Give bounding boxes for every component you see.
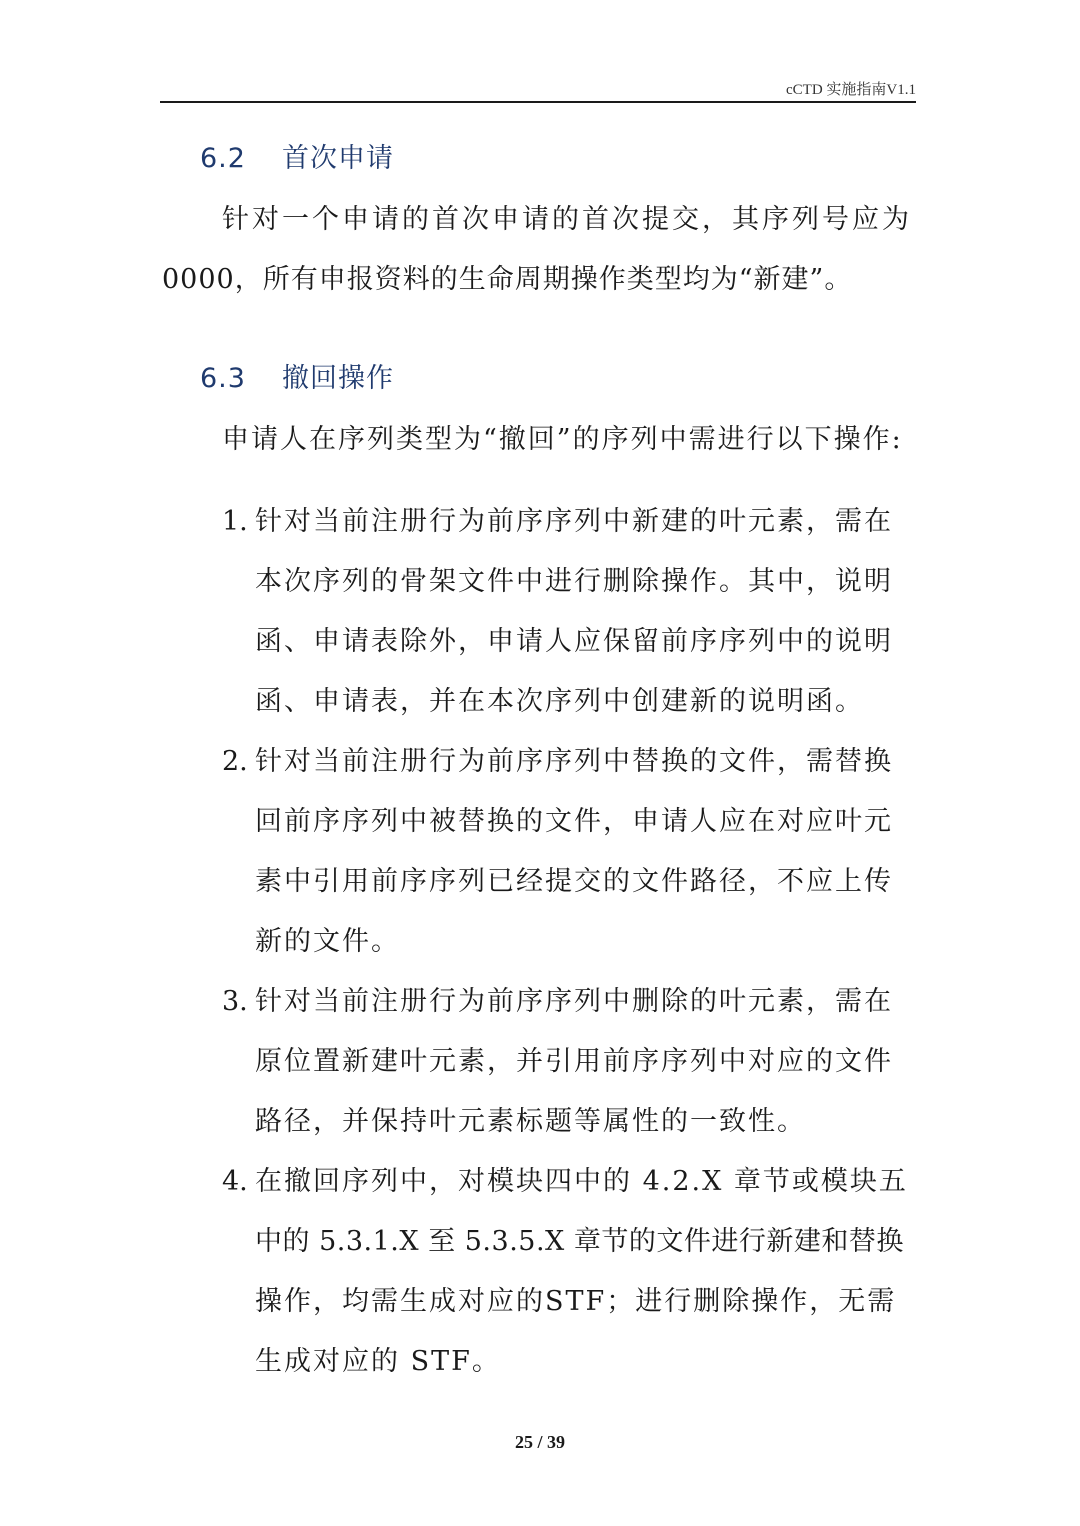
section-title: 撤回操作 bbox=[282, 363, 394, 394]
section-heading-6-2 bbox=[200, 136, 394, 175]
list-item-number: 1. bbox=[222, 506, 248, 537]
list-item-line: 针对当前注册行为前序序列中替换的文件，需替换 bbox=[255, 746, 893, 777]
section-number: 6.2 bbox=[200, 143, 246, 174]
section-heading-6-3 bbox=[200, 356, 394, 395]
paragraph-intro: 申请人在序列类型为“撤回”的序列中需进行以下操作: bbox=[222, 424, 903, 455]
list-item-number: 3. bbox=[222, 986, 248, 1017]
list-item-line: 新的文件。 bbox=[255, 926, 400, 957]
list-item-line: 在撤回序列中，对模块四中的 4.2.X 章节或模块五 bbox=[255, 1166, 908, 1197]
paragraph-line: 0000，所有申报资料的生命周期操作类型均为“新建”。 bbox=[162, 264, 853, 295]
list-item-number: 4. bbox=[222, 1166, 248, 1197]
page-number: 25 / 39 bbox=[514, 1432, 565, 1452]
list-item-line: 操作，均需生成对应的STF；进行删除操作，无需 bbox=[255, 1286, 897, 1317]
list-item-line: 路径，并保持叶元素标题等属性的一致性。 bbox=[255, 1106, 806, 1137]
list-item-line: 函、申请表除外，申请人应保留前序序列中的说明 bbox=[255, 626, 893, 657]
header-rule bbox=[160, 101, 916, 103]
section-title: 首次申请 bbox=[282, 143, 394, 174]
paragraph-line: 针对一个申请的首次申请的首次提交，其序列号应为 bbox=[222, 204, 912, 235]
list-item-line: 函、申请表，并在本次序列中创建新的说明函。 bbox=[255, 686, 864, 717]
running-header: cCTD 实施指南V1.1 bbox=[786, 82, 916, 98]
list-item-number: 2. bbox=[222, 746, 248, 777]
list-item-line: 回前序序列中被替换的文件，申请人应在对应叶元 bbox=[255, 806, 893, 837]
list-item-line: 针对当前注册行为前序序列中新建的叶元素，需在 bbox=[255, 506, 893, 537]
list-item-line: 素中引用前序序列已经提交的文件路径，不应上传 bbox=[255, 866, 893, 897]
list-item-line: 针对当前注册行为前序序列中删除的叶元素，需在 bbox=[255, 986, 893, 1017]
list-item-line: 生成对应的 STF。 bbox=[255, 1346, 501, 1377]
list-item-line: 中的 5.3.1.X 至 5.3.5.X 章节的文件进行新建和替换 bbox=[255, 1226, 904, 1257]
list-item-line: 本次序列的骨架文件中进行删除操作。其中，说明 bbox=[255, 566, 893, 597]
list-item-line: 原位置新建叶元素，并引用前序序列中对应的文件 bbox=[255, 1046, 893, 1077]
section-number: 6.3 bbox=[200, 363, 246, 394]
